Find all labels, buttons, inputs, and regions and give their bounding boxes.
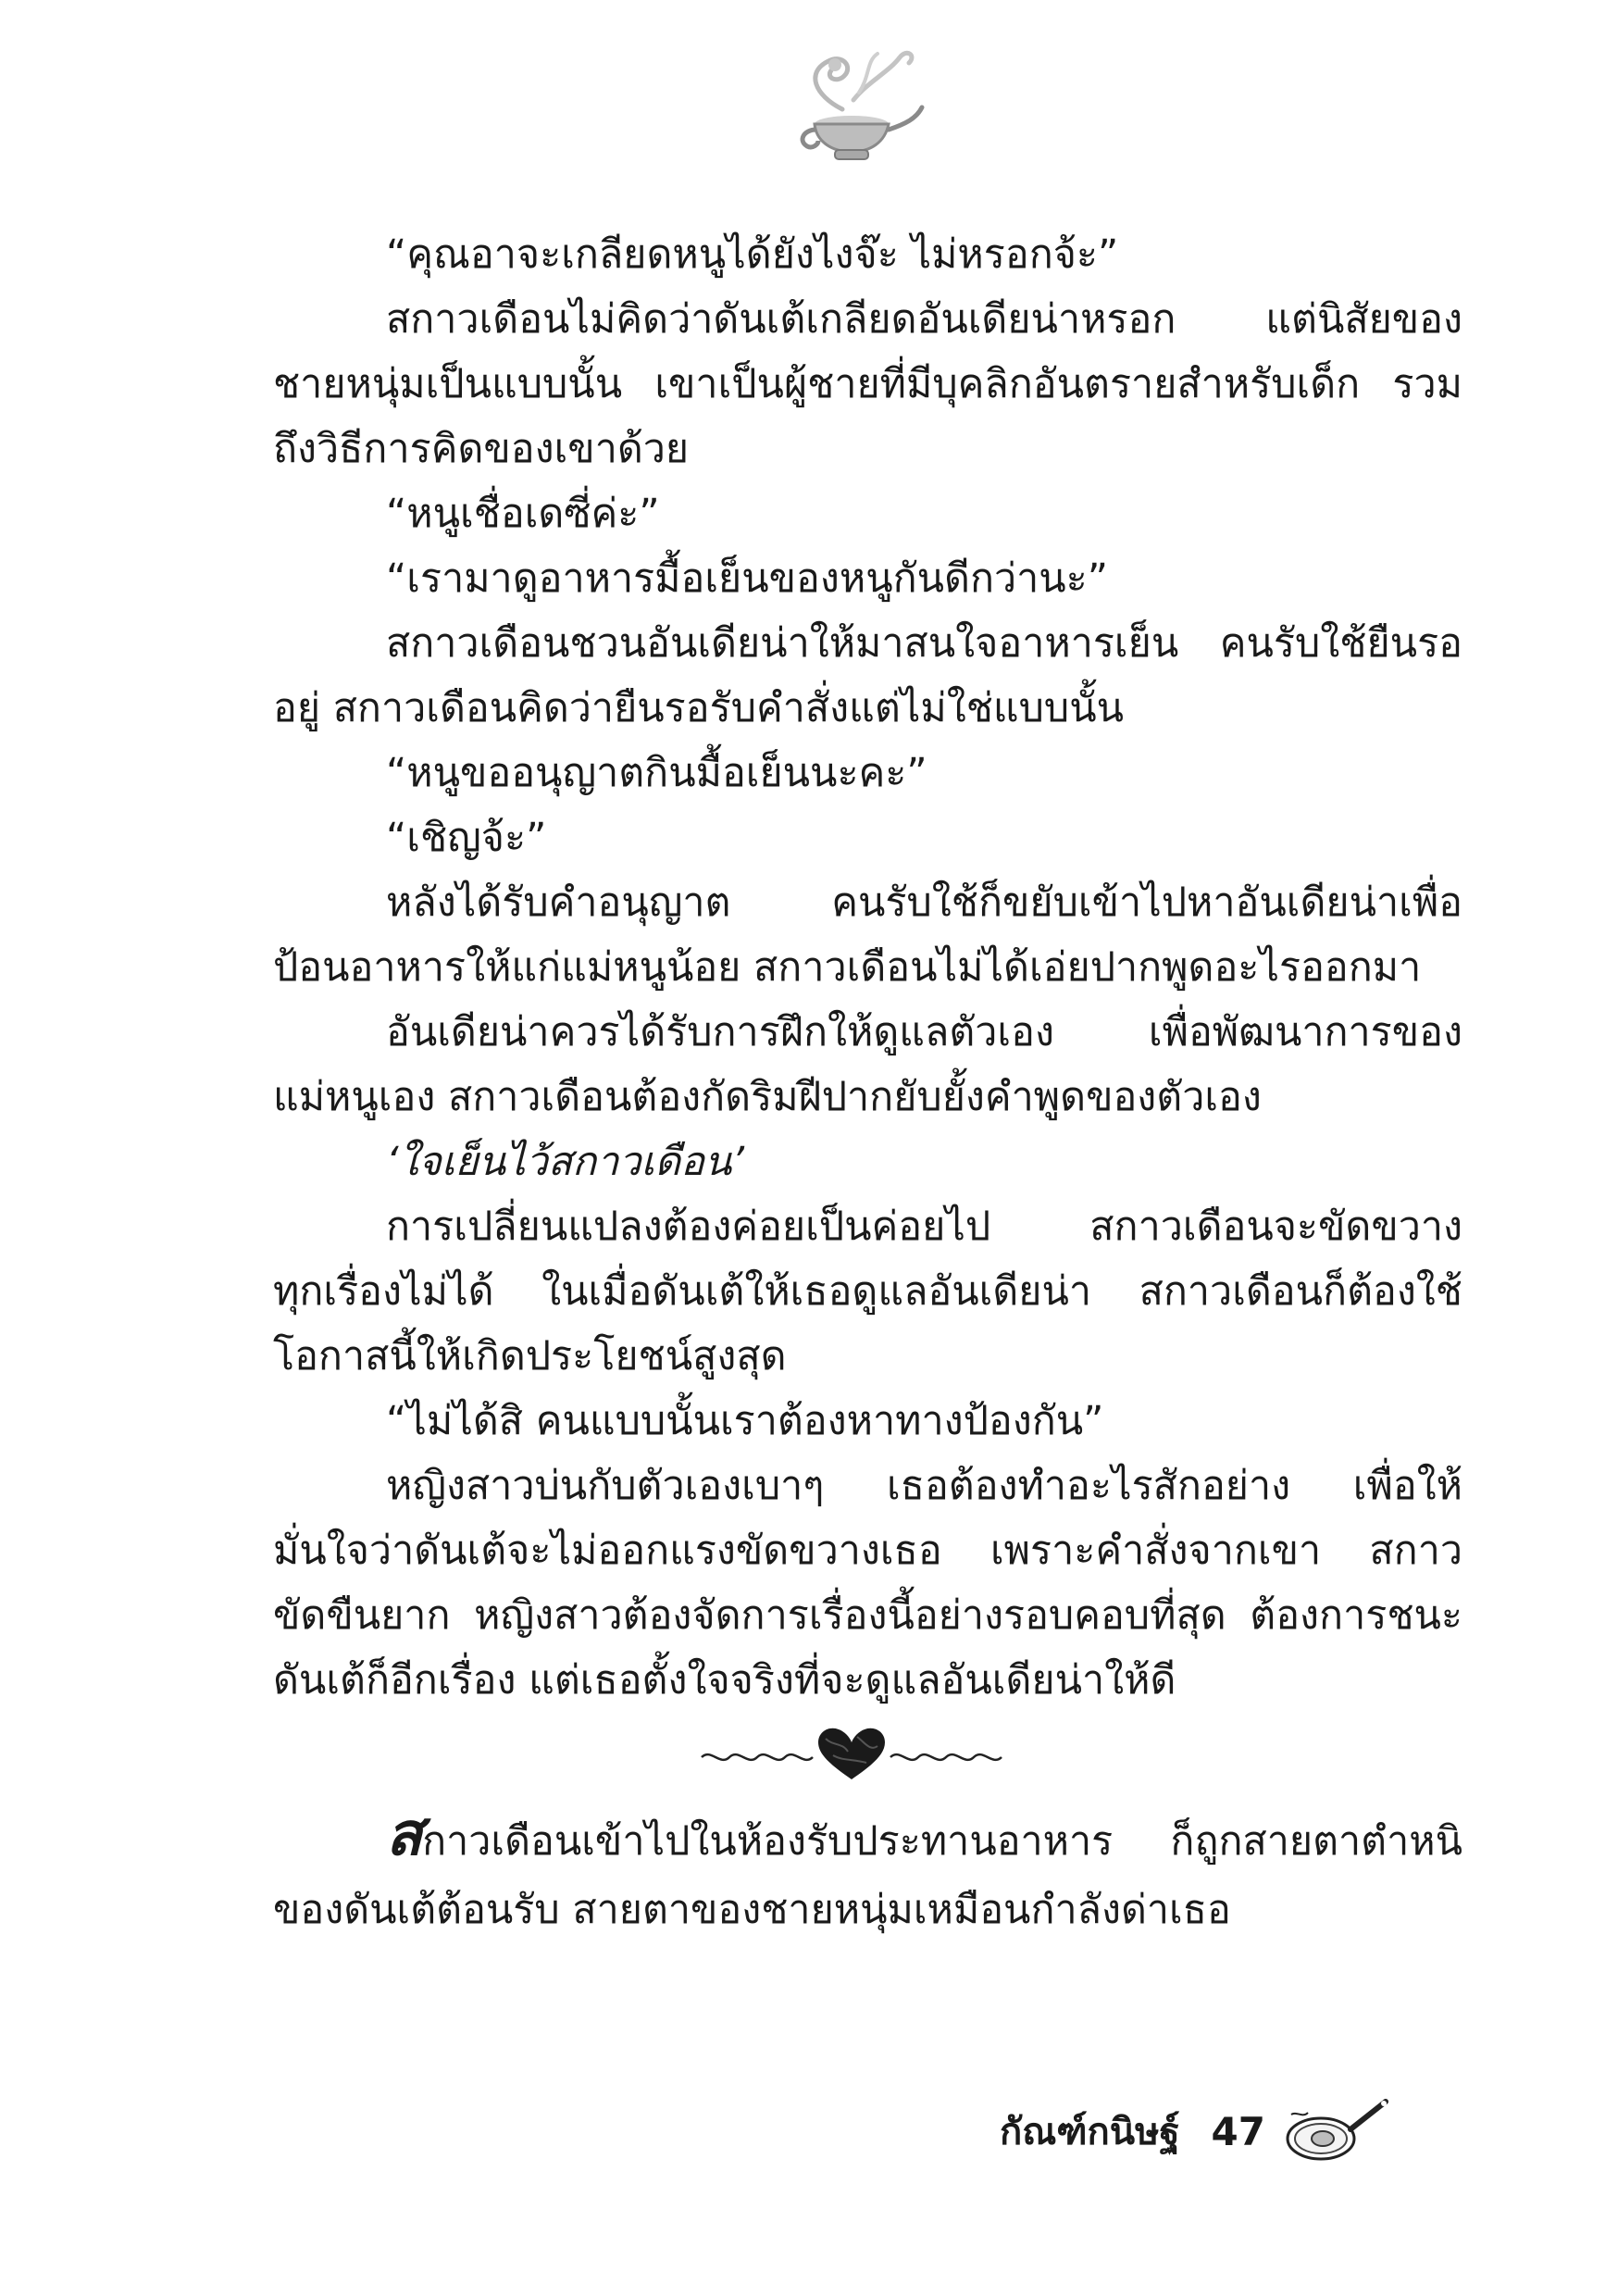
first-line-rest: กาวเดือนเข้าไปในห้องรับประทานอาหาร ก็ถูกสายตาตำหนิ [422, 1818, 1462, 1865]
paragraph [273, 546, 1462, 611]
paragraph-line: ชายหนุ่มเป็นแบบนั้น เขาเป็นผู้ชายที่มีบุคลิกอันตรายสำหรับเด็ก รวม [273, 361, 1462, 407]
heart-squiggle-divider-icon [694, 1715, 1009, 1789]
paragraph [273, 1129, 1462, 1194]
paragraph [273, 611, 1462, 741]
dialogue-line: “หนูเชื่อเดซี่ค่ะ” [386, 491, 660, 537]
paragraph [273, 805, 1462, 870]
paragraph [273, 1454, 1462, 1713]
page-number: 47 [1211, 2108, 1265, 2154]
paragraph [273, 1389, 1462, 1454]
scene-divider [273, 1713, 1462, 1805]
book-title: กัณฑ์กนิษฐ์ [1000, 2111, 1180, 2153]
paragraph-line: ทุกเรื่องไม่ได้ ในเมื่อดันเต้ให้เธอดูแลอันเดียน่า สกาวเดือนก็ต้องใช้ [273, 1268, 1462, 1315]
paragraph [273, 870, 1462, 1000]
paragraph-line: อยู่ สกาวเดือนคิดว่ายืนรอรับคำสั่งแต่ไม่ใช่แบบนั้น [273, 685, 1125, 731]
dialogue-line: “เรามาดูอาหารมื้อเย็นของหนูกันดีกว่านะ” [386, 555, 1109, 602]
paragraph-line: ของดันเต้ต้อนรับ สายตาของชายหนุ่มเหมือนกำลังด่าเธอ [273, 1887, 1231, 1933]
paragraph-line: สกาวเดือนไม่คิดว่าดันเต้เกลียดอันเดียน่าหรอก แต่นิสัยของ [386, 296, 1462, 343]
paragraph-line: ขัดขืนยาก หญิงสาวต้องจัดการเรื่องนี้อย่างรอบคอบที่สุด ต้องการชนะ [273, 1592, 1462, 1639]
paragraph [273, 481, 1462, 546]
paragraph-line: มั่นใจว่าดันเต้จะไม่ออกแรงขัดขวางเธอ เพราะคำสั่งจากเขา สกาว [273, 1528, 1462, 1574]
thought-line: ‘ใจเย็นไว้สกาวเดือน’ [386, 1139, 744, 1185]
paragraph [273, 1000, 1462, 1129]
paragraph-line: สกาวเดือนชวนอันเดียน่าให้มาสนใจอาหารเย็น คนรับใช้ยืนรอ [386, 620, 1462, 667]
paragraph-line: ดันเต้ก็อีกเรื่อง แต่เธอตั้งใจจริงที่จะดูแลอันเดียน่าให้ดี [273, 1657, 1176, 1703]
genie-lamp-icon [778, 44, 926, 165]
paragraph-line: หญิงสาวบ่นกับตัวเองเบาๆ เธอต้องทำอะไรสักอย่าง เพื่อให้ [386, 1463, 1462, 1509]
paragraph-line: การเปลี่ยนแปลงต้องค่อยเป็นค่อยไป สกาวเดือนจะขัดขวาง [386, 1204, 1462, 1250]
paragraph [273, 741, 1462, 805]
dialogue-line: “หนูขออนุญาตกินมื้อเย็นนะคะ” [386, 750, 927, 796]
paragraph-line: ถึงวิธีการคิดของเขาด้วย [273, 426, 690, 472]
paragraph-line: โอกาสนี้ให้เกิดประโยชน์สูงสุด [273, 1333, 787, 1379]
paragraph-line: หลังได้รับคำอนุญาต คนรับใช้ก็ขยับเข้าไปหาอันเดียน่าเพื่อ [386, 880, 1462, 926]
paragraph-line [273, 1805, 1462, 1878]
dialogue-line: “เชิญจ้ะ” [386, 815, 547, 861]
paragraph-line: อันเดียน่าควรได้รับการฝึกให้ดูแลตัวเอง เพื่อพัฒนาการของ [386, 1009, 1462, 1055]
page-body-text [273, 222, 1462, 1942]
frying-pan-egg-icon [1282, 2092, 1393, 2170]
page-footer [1000, 2094, 1393, 2168]
paragraph [273, 287, 1462, 481]
dialogue-line: “คุณอาจะเกลียดหนูได้ยังไงจ๊ะ ไม่หรอกจ้ะ” [386, 231, 1119, 278]
paragraph [273, 222, 1462, 287]
scene-opening-paragraph [273, 1805, 1462, 1942]
drop-cap: ส [386, 1805, 423, 1869]
paragraph-line: แม่หนูเอง สกาวเดือนต้องกัดริมฝีปากยับยั้งคำพูดของตัวเอง [273, 1074, 1262, 1120]
paragraph-line: ป้อนอาหารให้แก่แม่หนูน้อย สกาวเดือนไม่ได้เอ่ยปากพูดอะไรออกมา [273, 944, 1422, 991]
paragraph [273, 1194, 1462, 1389]
dialogue-line: “ไม่ได้สิ คนแบบนั้นเราต้องหาทางป้องกัน” [386, 1398, 1104, 1444]
